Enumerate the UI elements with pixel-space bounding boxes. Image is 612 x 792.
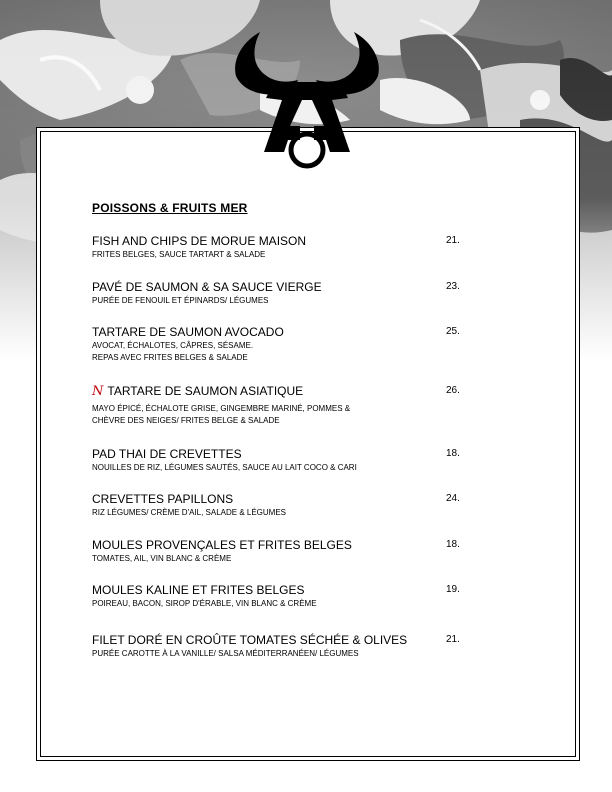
menu-item [92, 538, 472, 564]
menu-item-title: CREVETTES PAPILLONS [92, 492, 234, 506]
menu-item-title: MOULES PROVENÇALES ET FRITES BELGES [92, 538, 352, 552]
menu-item-description: TOMATES, AIL, VIN BLANC & CRÈME [92, 554, 232, 563]
menu-item [92, 492, 472, 518]
bull-logo [230, 20, 384, 172]
menu-item-price: 24. [446, 493, 460, 504]
menu-item-description: MAYO ÉPICÉ, ÉCHALOTE GRISE, GINGEMBRE MARINÉ, POMMES & [92, 404, 351, 413]
menu-item-name [92, 384, 472, 399]
menu-item-description: PURÉE CAROTTE À LA VANILLE/ SALSA MÉDITERRANÉEN/ LÉGUMES [92, 649, 359, 658]
menu-item-title: PAVÉ DE SAUMON & SA SAUCE VIERGE [92, 280, 322, 294]
menu-item [92, 384, 472, 426]
menu-item-description: NOUILLES DE RIZ, LÉGUMES SAUTÉS, SAUCE AU LAIT COCO & CARI [92, 463, 357, 472]
menu-item-title: FILET DORÉ EN CROÛTE TOMATES SÉCHÉE & OLIVES [92, 633, 408, 647]
menu-item-description: FRITES BELGES, SAUCE TARTART & SALADE [92, 250, 266, 259]
menu-item-title: PAD THAI DE CREVETTES [92, 447, 242, 461]
section-title: POISSONS & FRUITS MER [92, 201, 248, 215]
menu-item-name [92, 538, 472, 552]
menu-item-name [92, 234, 472, 248]
menu-item-name [92, 325, 472, 339]
menu-item-description: POIREAU, BACON, SIROP D'ÉRABLE, VIN BLANC & CRÈME [92, 599, 317, 608]
menu-item-description: RIZ LÉGUMES/ CRÈME D'AIL, SALADE & LÉGUMES [92, 508, 287, 517]
new-item-mark: N [92, 384, 104, 399]
menu-item-name [92, 447, 472, 461]
menu-frame [36, 127, 580, 761]
menu-item-description: PURÉE DE FENOUIL ET ÉPINARDS/ LÉGUMES [92, 296, 269, 305]
menu-item [92, 447, 472, 473]
menu-item-title: MOULES KALINE ET FRITES BELGES [92, 583, 305, 597]
menu-item [92, 280, 472, 306]
menu-item [92, 234, 472, 260]
menu-item-title: TARTARE DE SAUMON AVOCADO [92, 325, 284, 339]
menu-item-price: 21. [446, 235, 460, 246]
menu-item-name [92, 492, 472, 506]
menu-item-price: 19. [446, 584, 460, 595]
menu-item-name [92, 633, 472, 647]
menu-item-price: 18. [446, 539, 460, 550]
menu-item-price: 26. [446, 385, 460, 396]
menu-item-description: CHÈVRE DES NEIGES/ FRITES BELGE & SALADE [92, 416, 280, 425]
menu-item-description: REPAS AVEC FRITES BELGES & SALADE [92, 353, 248, 362]
menu-item-name [92, 280, 472, 294]
menu-item [92, 633, 472, 659]
menu-item-title: FISH AND CHIPS DE MORUE MAISON [92, 234, 307, 248]
menu-item [92, 583, 472, 609]
menu-item-name [92, 583, 472, 597]
menu-item-description: AVOCAT, ÉCHALOTES, CÂPRES, SÉSAME. [92, 341, 254, 350]
menu-item [92, 325, 472, 363]
menu-item-price: 25. [446, 326, 460, 337]
menu-frame-inner-border [40, 131, 576, 757]
menu-item-title: TARTARE DE SAUMON ASIATIQUE [107, 384, 304, 398]
menu-item-price: 23. [446, 281, 460, 292]
menu-item-price: 18. [446, 448, 460, 459]
menu-item-price: 21. [446, 634, 460, 645]
